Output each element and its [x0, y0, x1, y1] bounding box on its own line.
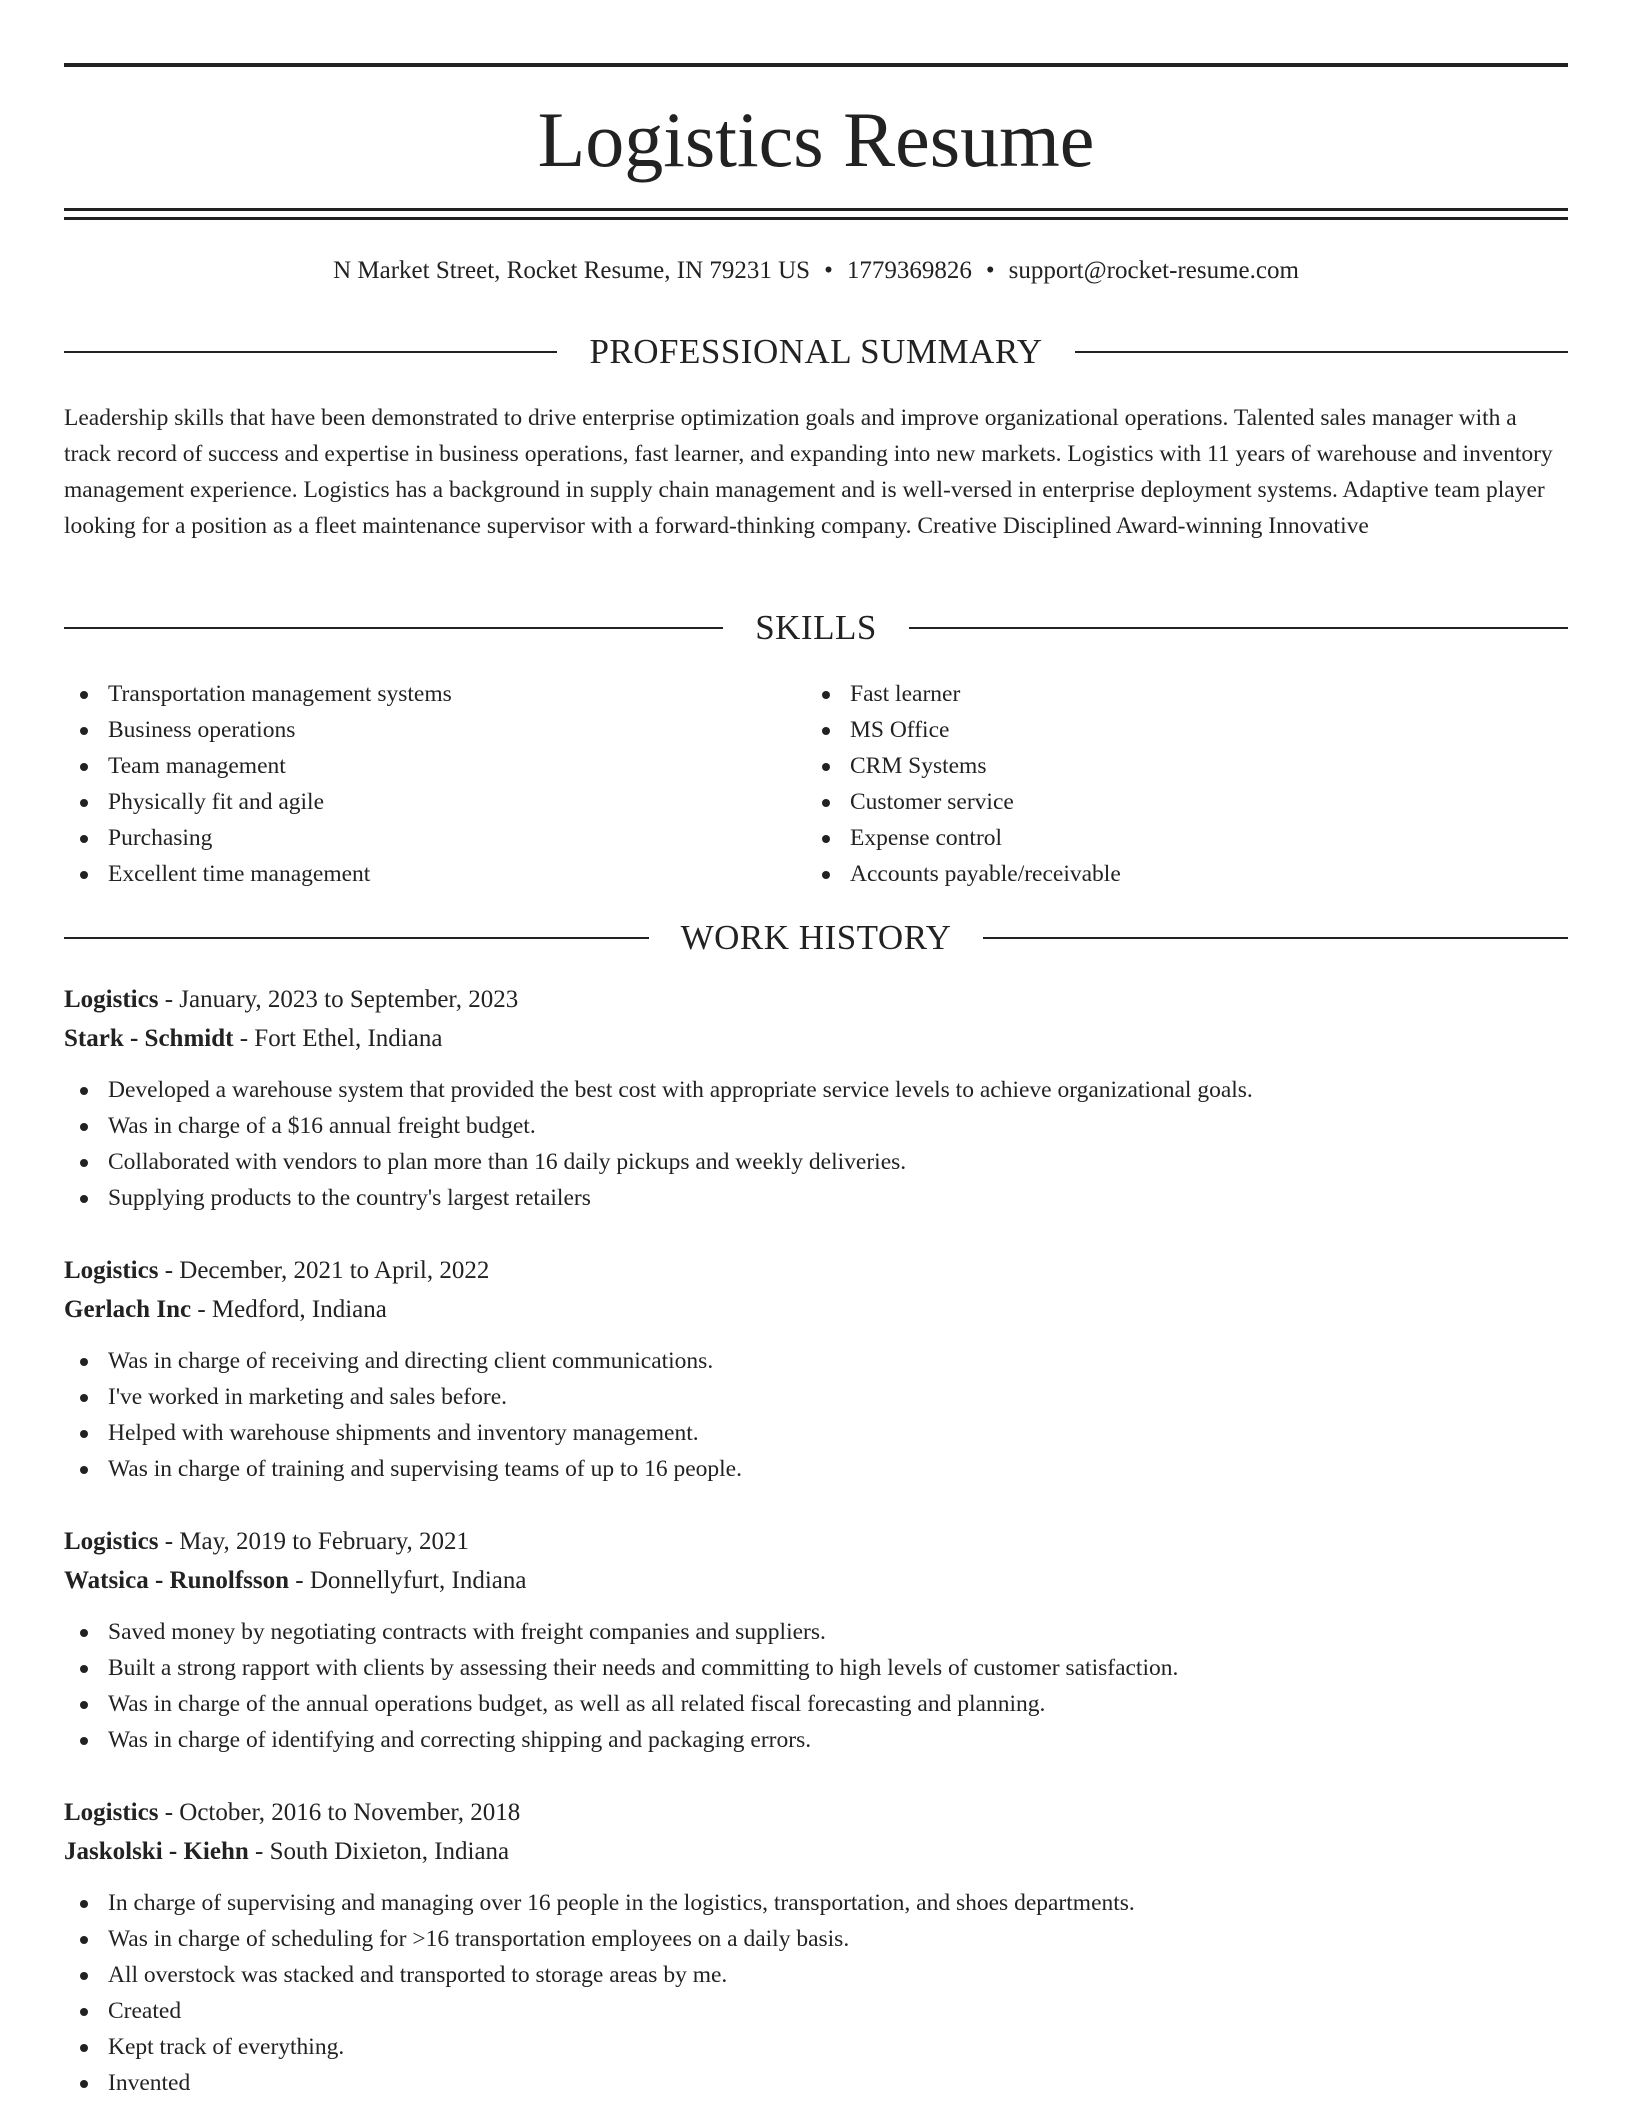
job-dates: - January, 2023 to September, 2023: [158, 986, 519, 1013]
skill-item: CRM Systems: [806, 748, 1548, 784]
job-title-line: [64, 980, 1568, 1019]
job-entry: [64, 1793, 1568, 2101]
job-bullet-item: Invented: [64, 2065, 1568, 2101]
job-location: - Donnellyfurt, Indiana: [289, 1567, 527, 1594]
skill-item: MS Office: [806, 712, 1548, 748]
job-company: Gerlach Inc: [64, 1296, 192, 1323]
job-entry: [64, 980, 1568, 1216]
job-bullet-item: Created: [64, 1993, 1568, 2029]
job-bullet-item: Was in charge of receiving and directing client communications.: [64, 1343, 1568, 1379]
job-bullets: [64, 1614, 1568, 1758]
job-bullet-item: Kept track of everything.: [64, 2029, 1568, 2065]
contact-separator: •: [985, 257, 995, 284]
skills-column-right: [806, 676, 1548, 892]
job-bullet-item: Was in charge of scheduling for >16 transportation employees on a daily basis.: [64, 1921, 1568, 1957]
job-bullet-item: Supplying products to the country's largest retailers: [64, 1180, 1568, 1216]
heading-rule-left: [64, 627, 723, 629]
job-company-line: [64, 1832, 1568, 1871]
skill-item: Excellent time management: [64, 856, 806, 892]
skill-item: Purchasing: [64, 820, 806, 856]
top-rule: [64, 63, 1568, 67]
work-heading-label: WORK HISTORY: [680, 918, 952, 957]
professional-summary-text: Leadership skills that have been demonstrated to drive enterprise optimization goals and improve organizational operations. Talented sales manager with a track record of success and expertise in business operations, fast learner, and expanding into new markets. Logistics with 11 years of warehouse and inventory management experience. Logistics has a background in supply chain management and is well-versed in enterprise deployment systems. Adaptive team player looking for a position as a fleet maintenance supervisor with a forward-thinking company. Creative Disciplined Award-winning Innovative: [64, 405, 1553, 539]
job-company: Jaskolski - Kiehn: [64, 1838, 249, 1865]
contact-separator: •: [824, 257, 833, 284]
skill-item: Expense control: [806, 820, 1548, 856]
contact-address: N Market Street, Rocket Resume, IN 79231 US: [333, 257, 811, 284]
job-dates: - December, 2021 to April, 2022: [158, 1257, 490, 1284]
skills-list: [64, 676, 1568, 892]
skill-item: Business operations: [64, 712, 806, 748]
job-bullet-item: All overstock was stacked and transported to storage areas by me.: [64, 1957, 1568, 1993]
job-bullets: [64, 1343, 1568, 1487]
contact-line: [64, 255, 1568, 287]
job-bullet-item: Was in charge of the annual operations budget, as well as all related fiscal forecasting and planning.: [64, 1686, 1568, 1722]
job-bullet-item: Was in charge of identifying and correcting shipping and packaging errors.: [64, 1722, 1568, 1758]
job-company: Watsica - Runolfsson: [64, 1567, 290, 1594]
job-bullet-item: Was in charge of training and supervising teams of up to 16 people.: [64, 1451, 1568, 1487]
job-title: Logistics: [64, 1257, 159, 1284]
heading-rule-right: [1075, 351, 1568, 353]
job-bullets: [64, 1072, 1568, 1216]
heading-rule-right: [909, 627, 1568, 629]
job-title: Logistics: [64, 1799, 159, 1826]
skill-item: Physically fit and agile: [64, 784, 806, 820]
job-bullet-item: Was in charge of a $16 annual freight budget.: [64, 1108, 1568, 1144]
skills-section-heading: [64, 606, 1568, 650]
job-entry: [64, 1251, 1568, 1487]
job-company-line: [64, 1019, 1568, 1058]
skill-item: Team management: [64, 748, 806, 784]
job-title: Logistics: [64, 1528, 159, 1555]
skills-heading-label: SKILLS: [755, 608, 877, 647]
contact-email: support@rocket-resume.com: [1008, 257, 1299, 284]
skill-item: Accounts payable/receivable: [806, 856, 1548, 892]
job-location: - Medford, Indiana: [191, 1296, 387, 1323]
job-bullet-item: In charge of supervising and managing over 16 people in the logistics, transportation, and shoes departments.: [64, 1885, 1568, 1921]
job-company-line: [64, 1290, 1568, 1329]
job-title: Logistics: [64, 986, 159, 1013]
contact-phone: 1779369826: [846, 257, 972, 284]
job-bullet-item: Developed a warehouse system that provided the best cost with appropriate service levels to achieve organizational goals.: [64, 1072, 1568, 1108]
skill-item: Customer service: [806, 784, 1548, 820]
job-bullet-item: Helped with warehouse shipments and inventory management.: [64, 1415, 1568, 1451]
title-double-rule: [64, 208, 1568, 220]
work-section-heading: [64, 916, 1568, 960]
job-entry: [64, 1522, 1568, 1758]
heading-rule-right: [983, 937, 1568, 939]
job-location: - South Dixieton, Indiana: [248, 1838, 510, 1865]
job-dates: - May, 2019 to February, 2021: [158, 1528, 470, 1555]
job-title-line: [64, 1522, 1568, 1561]
summary-section-heading: [64, 330, 1568, 374]
job-dates: - October, 2016 to November, 2018: [158, 1799, 521, 1826]
heading-rule-left: [64, 351, 557, 353]
job-company: Stark - Schmidt: [64, 1025, 234, 1052]
resume-title: Logistics Resume: [537, 96, 1095, 183]
summary-heading-label: PROFESSIONAL SUMMARY: [589, 332, 1043, 371]
job-company-line: [64, 1561, 1568, 1600]
job-title-line: [64, 1251, 1568, 1290]
skill-item: Transportation management systems: [64, 676, 806, 712]
skills-column-left: [64, 676, 806, 892]
job-bullets: [64, 1885, 1568, 2101]
job-title-line: [64, 1793, 1568, 1832]
job-bullet-item: Collaborated with vendors to plan more than 16 daily pickups and weekly deliveries.: [64, 1144, 1568, 1180]
heading-rule-left: [64, 937, 649, 939]
job-location: - Fort Ethel, Indiana: [233, 1025, 443, 1052]
job-bullet-item: Built a strong rapport with clients by assessing their needs and committing to high levels of customer satisfaction.: [64, 1650, 1568, 1686]
skill-item: Fast learner: [806, 676, 1548, 712]
job-bullet-item: I've worked in marketing and sales before.: [64, 1379, 1568, 1415]
job-bullet-item: Saved money by negotiating contracts with freight companies and suppliers.: [64, 1614, 1568, 1650]
